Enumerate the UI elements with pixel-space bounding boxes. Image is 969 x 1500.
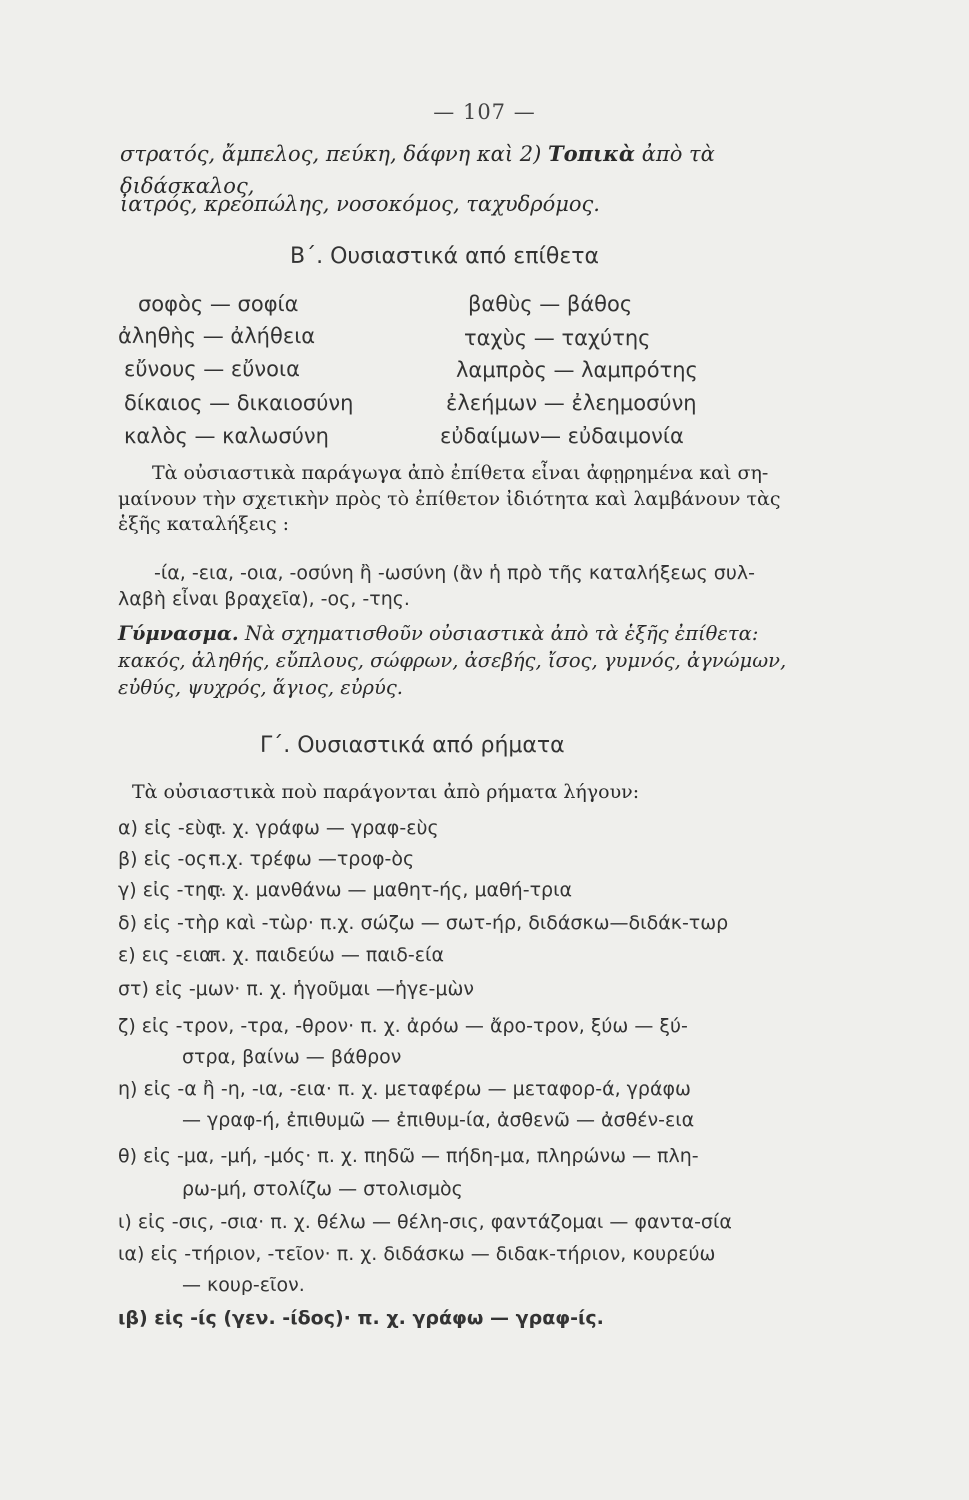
- page-number: — 107 —: [433, 100, 536, 124]
- section-b-heading: Β΄. Ουσιαστικά από επίθετα: [290, 244, 599, 269]
- rule-iota-beta: ιβ) εἰς -ίς (γεν. -ίδος)· π. χ. γράφω — γραφ-ίς.: [118, 1307, 604, 1329]
- rule-epsilon: ε) εις -εια· π. χ. παιδεύω — παιδ-εία: [118, 944, 444, 966]
- intro-line-2: ἰατρός, κρεοπώλης, νοσοκόμος, ταχυδρόμος.: [120, 192, 600, 216]
- pair-left-5: καλὸς — καλωσύνη: [124, 424, 329, 448]
- intro-line-1: στρατός, ἄμπελος, πεύκη, δάφνη καὶ 2) Τοπικὰ ἀπὸ τὰ διδάσκαλος,: [120, 141, 715, 198]
- exercise-label: Γύμνασμα.: [118, 622, 239, 645]
- rule-theta: θ) εἰς -μα, -μή, -μός· π. χ. πηδῶ — πήδη-μα, πληρώνω — πλη-: [118, 1145, 699, 1167]
- section-c-heading: Γ΄. Ουσιαστικά από ρήματα: [260, 733, 565, 758]
- rule-alpha: α) εἰς -εὺς· π. χ. γράφω — γραφ-εὺς: [118, 817, 439, 839]
- rule-gamma: γ) εἰς -της· π. χ. μανθάνω — μαθητ-ής, μαθή-τρια: [118, 879, 573, 901]
- exercise: Γύμνασμα. Νὰ σχηματισθοῦν οὐσιαστικὰ ἀπὸ τὰ ἑξῆς ἐπίθετα: κακός, ἀληθής, εὔπλους, σώφρων, ἀσεβής, ἴσος, γυμνός, ἀγνώμων, εὐθύς, ψυχρός, ἅγιος, εὐρύς.: [118, 622, 787, 699]
- pair-left-4: δίκαιος — δικαιοσύνη: [124, 391, 354, 415]
- rule-stigma: στ) εἰς -μων· π. χ. ἡγοῦμαι —ἡγε-μὼν: [118, 978, 474, 1000]
- pair-right-4: ἐλεήμων — ἐλεημοσύνη: [446, 391, 697, 415]
- rule-eta: η) εἰς -α ἢ -η, -ια, -εια· π. χ. μεταφέρω — μεταφορ-ά, γράφω: [118, 1078, 691, 1100]
- rule-eta-continuation: — γραφ-ή, ἐπιθυμῶ — ἐπιθυμ-ία, ἀσθενῶ — ἀσθέν-εια: [182, 1109, 695, 1131]
- suffix-list: -ία, -εια, -οια, -οσύνη ἢ -ωσύνη (ἂν ἡ πρὸ τῆς καταλήξεως συλ- λαβὴ εἶναι βραχεῖα), -ος, -της.: [118, 562, 755, 610]
- rule-iota-alpha: ια) εἰς -τήριον, -τεῖον· π. χ. διδάσκω — διδακ-τήριον, κουρεύω: [118, 1243, 716, 1265]
- pair-right-1: βαθὺς — βάθος: [468, 292, 633, 316]
- section-c-intro: Τὰ οὐσιαστικὰ ποὺ παράγονται ἀπὸ ρήματα λήγουν:: [132, 781, 640, 803]
- pair-left-3: εὔνους — εὔνοια: [124, 357, 300, 381]
- pair-left-2: ἀληθὴς — ἀλήθεια: [118, 324, 316, 348]
- rule-theta-continuation: ρω-μή, στολίζω — στολισμὸς: [182, 1178, 463, 1200]
- section-b-paragraph: Τὰ οὐσιαστικὰ παράγωγα ἀπὸ ἐπίθετα εἶναι ἀφῃρημένα καὶ ση- μαίνουν τὴν σχετικὴν πρὸς τὸ ἐπίθετον ἰδιότητα καὶ λαμβάνουν τὰς ἑξῆς καταλήξεις :: [118, 462, 781, 536]
- rule-delta: δ) εἰς -τὴρ καὶ -τὼρ· π.χ. σώζω — σωτ-ήρ, διδάσκω—διδάκ-τωρ: [118, 912, 729, 934]
- rule-zeta: ζ) εἰς -τρον, -τρα, -θρον· π. χ. ἀρόω — ἄρο-τρον, ξύω — ξύ-: [118, 1015, 688, 1037]
- rule-zeta-continuation: στρα, βαίνω — βάθρον: [182, 1046, 402, 1068]
- rule-beta: β) εἰς -ος· π.χ. τρέφω —τροφ-ὸς: [118, 848, 415, 870]
- pair-right-3: λαμπρὸς — λαμπρότης: [456, 358, 698, 382]
- rule-iota: ι) εἰς -σις, -σια· π. χ. θέλω — θέλη-σις, φαντάζομαι — φαντα-σία: [118, 1211, 732, 1233]
- pair-right-2: ταχὺς — ταχύτης: [464, 326, 651, 350]
- pair-right-5: εὐδαίμων— εὐδαιμονία: [440, 424, 684, 448]
- rule-iota-alpha-continuation: — κουρ-εῖον.: [182, 1274, 305, 1296]
- pair-left-1: σοφὸς — σοφία: [138, 292, 299, 316]
- topika-term: Τοπικὰ: [548, 141, 636, 166]
